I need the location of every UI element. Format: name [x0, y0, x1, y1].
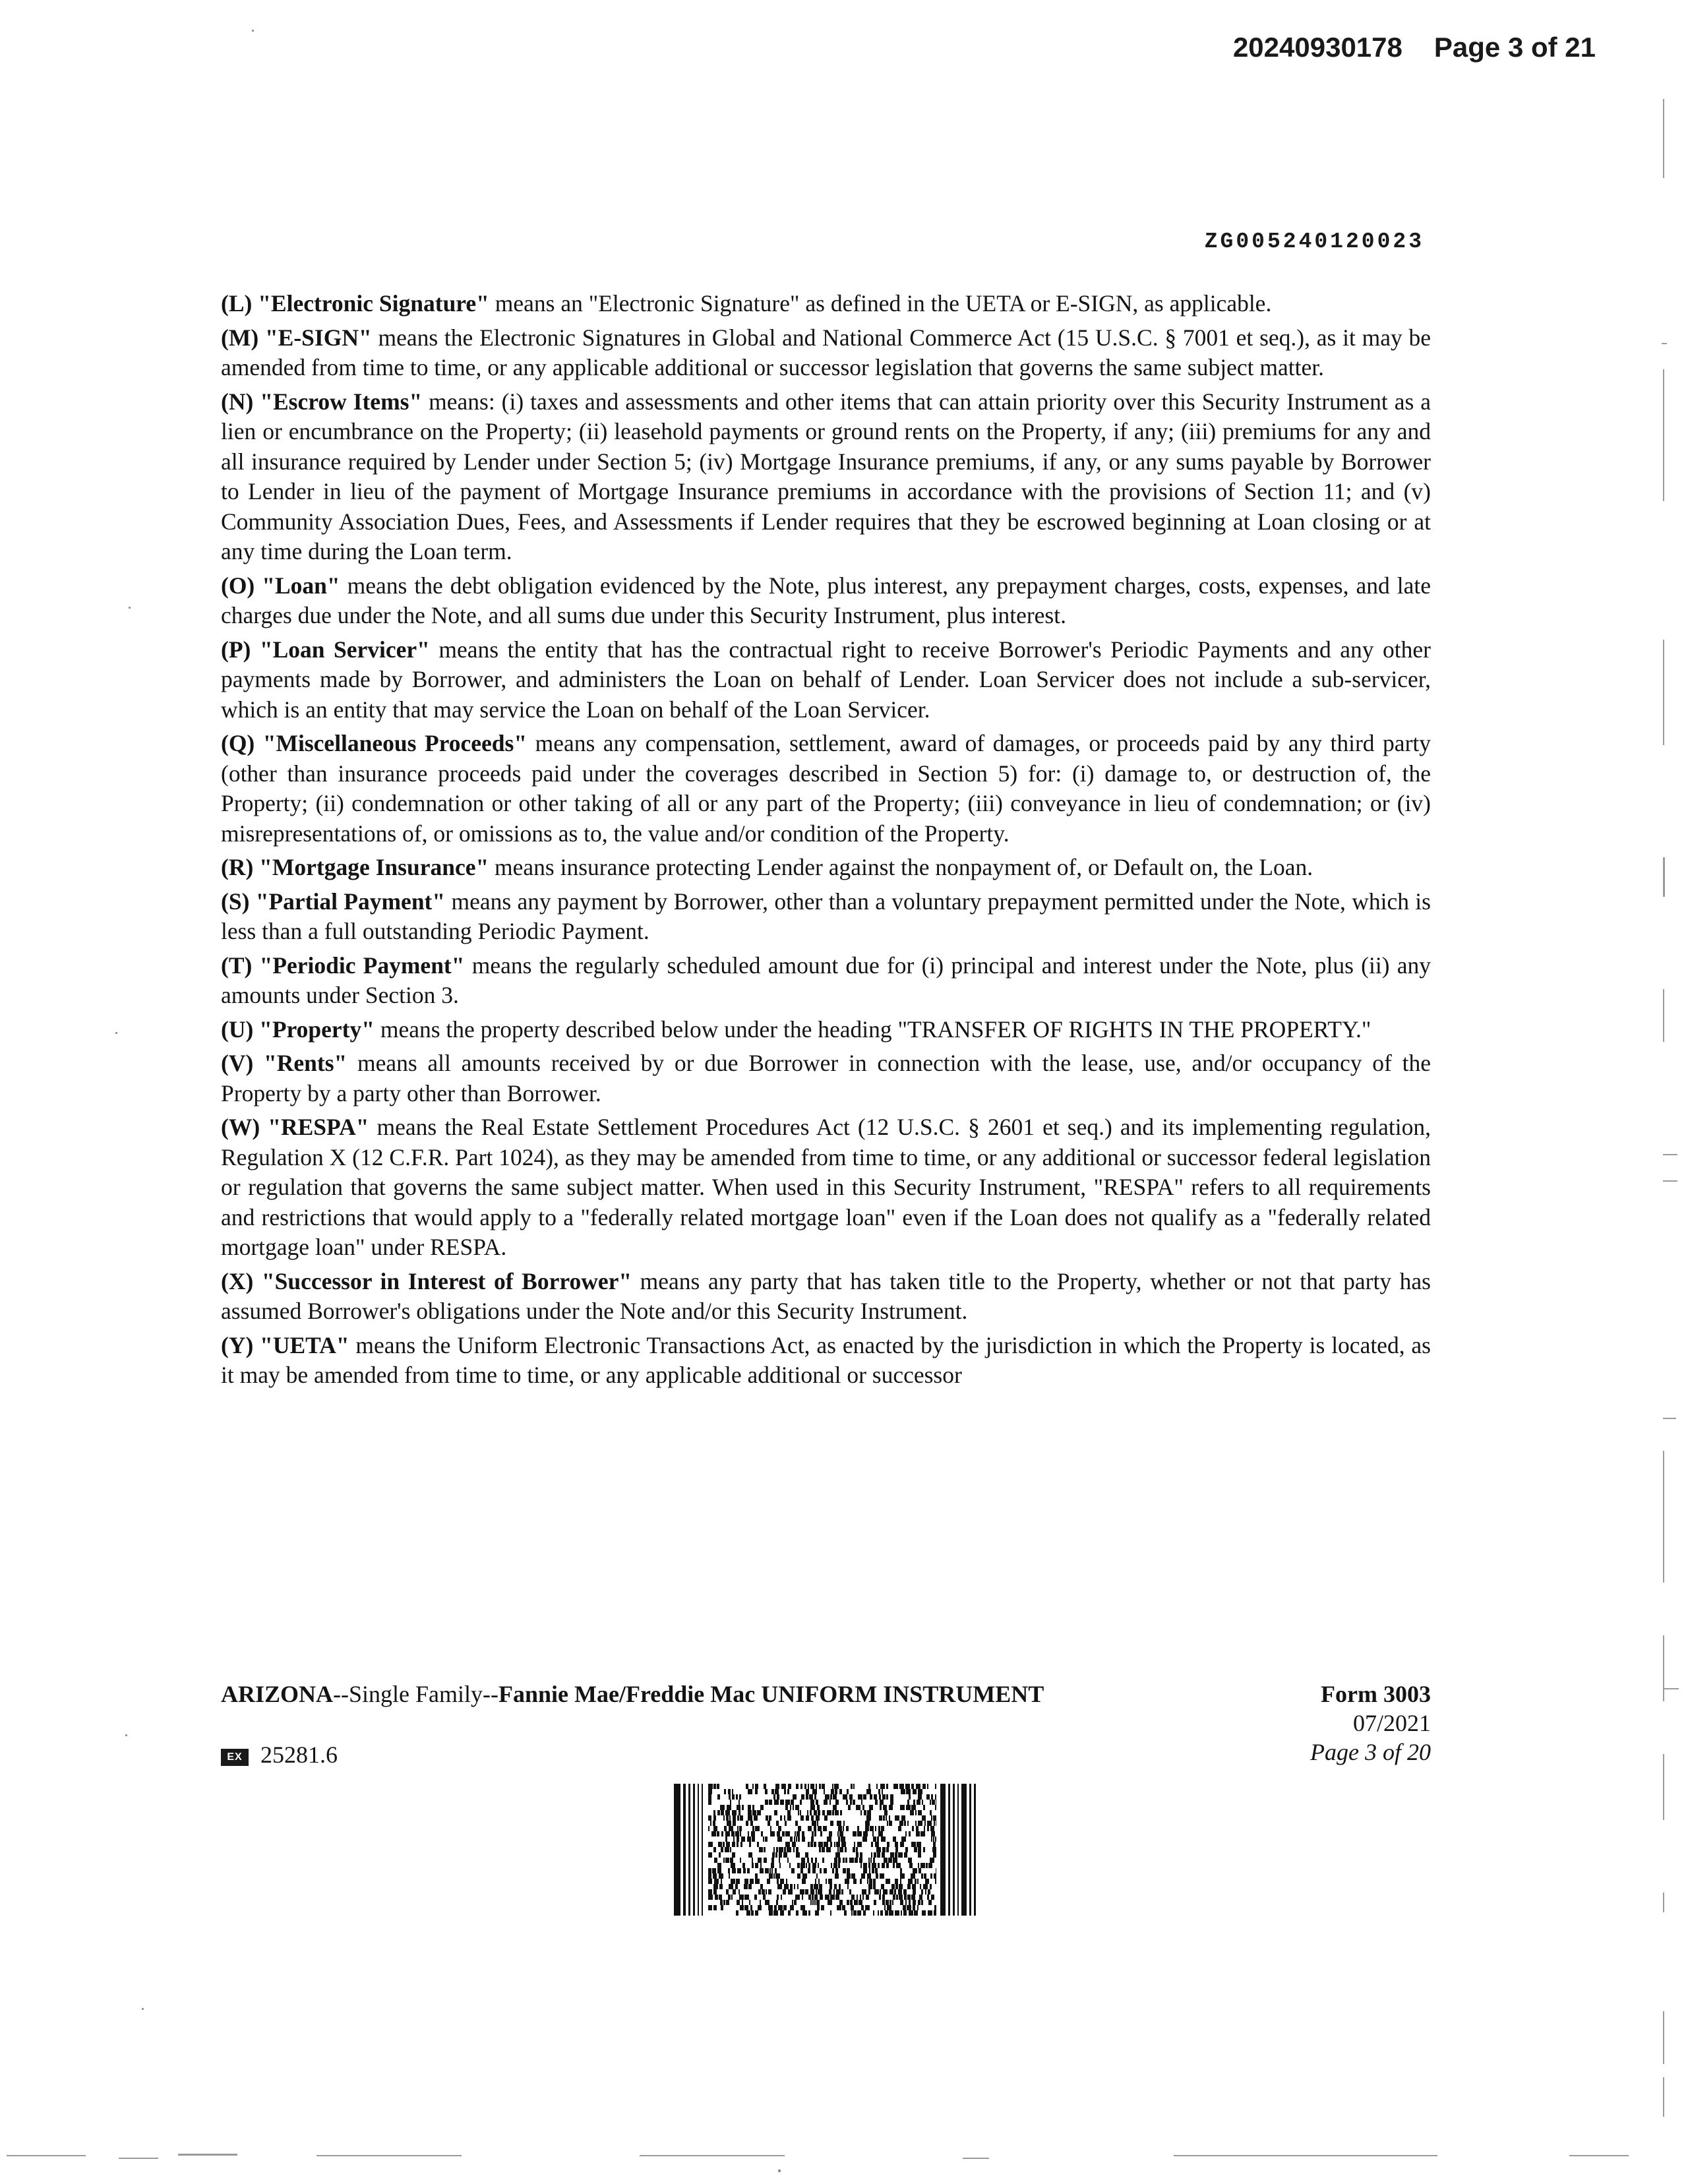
definition-term-name: "Escrow Items": [260, 388, 423, 415]
definition-term-name: "Property": [259, 1016, 375, 1043]
definition-item: [221, 571, 1431, 631]
definition-term-name: "Mortgage Insurance": [259, 854, 489, 880]
definition-term-name: "Successor in Interest of Borrower": [261, 1267, 632, 1294]
definition-term-name: "Loan Servicer": [259, 636, 430, 663]
recording-number: 20240930178: [1232, 32, 1402, 63]
definition-item: [221, 1331, 1431, 1391]
definition-term-name: "Miscellaneous Proceeds": [262, 730, 528, 756]
definitions-list: [221, 289, 1431, 1395]
definition-text: means any compensation, settlement, award of damages, or proceeds paid by any third party (other than insurance proceeds paid under the coverages described in Section 5) for: (i) damage to, or destruction of, the Property; (ii) condemnation or other taking of all or any part of the Property; (iii) conveyance in lieu of condemnation; or (iv) misrepresentations of, or omissions as to, the value and/or condition of the Property.: [221, 730, 1432, 847]
definition-term: (S): [221, 888, 250, 915]
form-title: [221, 1680, 1044, 1709]
definition-item: [221, 1112, 1431, 1263]
page-counter: Page 3 of 21: [1433, 32, 1596, 63]
definition-text: means: (i) taxes and assessments and other items that can attain priority over this Security Instrument as a lien or encumbrance on the Property; (ii) leasehold payments or ground rents on the Property, if any; (iii) premiums for any and all insurance required by Lender under Section 5; (iv) Mortgage Insurance premiums, if any, or any sums payable by Borrower to Lender in lieu of the payment of Mortgage Insurance premiums in accordance with the provisions of Section 11; and (v) Community Association Dues, Fees, and Assessments if Lender requires that they be escrowed beginning at Loan closing or at any time during the Loan term.: [221, 388, 1432, 564]
definition-text: means the regularly scheduled amount due for (i) principal and interest under the Note, plus (ii) any amounts under Section 3.: [221, 952, 1431, 1008]
definition-term-name: "Electronic Signature": [258, 290, 489, 317]
form-info: [1310, 1680, 1431, 1767]
definition-text: means any payment by Borrower, other than a voluntary prepayment permitted under the Note, which is less than a full outstanding Periodic Payment.: [221, 888, 1431, 944]
definition-item: [221, 951, 1431, 1011]
definition-term: (R): [221, 854, 254, 880]
definition-term: (Y): [221, 1331, 254, 1358]
definition-term: (L): [221, 290, 253, 317]
pdf417-barcode-icon: [674, 1784, 977, 1916]
form-page: Page 3 of 20: [1310, 1739, 1431, 1765]
document-id: ZG005240120023: [1204, 229, 1424, 254]
definition-term: (U): [221, 1016, 254, 1043]
definition-text: means an "Electronic Signature" as defined in the UETA or E-SIGN, as applicable.: [489, 290, 1272, 317]
definition-term-name: "Periodic Payment": [259, 952, 465, 979]
vendor-code: 25281.6: [260, 1742, 338, 1768]
definition-item: [221, 289, 1431, 319]
definition-item: [221, 635, 1431, 725]
form-state: ARIZONA: [221, 1681, 334, 1707]
definition-item: [221, 729, 1431, 849]
definition-item: [221, 1267, 1431, 1327]
form-footer: [221, 1680, 1431, 1768]
definition-term-name: "Loan": [262, 572, 340, 599]
form-instrument-name: Fannie Mae/Freddie Mac UNIFORM INSTRUMENT: [498, 1681, 1044, 1707]
definition-item: [221, 1048, 1431, 1108]
definition-text: means the property described below under the heading "TRANSFER OF RIGHTS IN THE PROPERTY.": [374, 1016, 1372, 1043]
form-instrument-type: --Single Family--: [333, 1681, 498, 1707]
definition-term: (X): [221, 1267, 254, 1294]
definition-item: [221, 323, 1431, 383]
definition-text: means all amounts received by or due Borrower in connection with the lease, use, and/or occupancy of the Property by a party other than Borrower.: [221, 1050, 1431, 1107]
definition-text: means the Electronic Signatures in Global and National Commerce Act (15 U.S.C. § 7001 et seq.), as it may be amended from time to time, or any applicable additional or successor legislation that governs the same subject matter.: [221, 324, 1431, 380]
vendor-code-line: [221, 1740, 338, 1769]
ellie-mae-logo-icon: EX: [221, 1749, 249, 1766]
recording-header: [1233, 32, 1596, 63]
definition-text: means the debt obligation evidenced by the Note, plus interest, any prepayment charges, costs, expenses, and late charges due under the Note, and all sums due under this Security Instrument, plus interest.: [221, 572, 1431, 628]
definition-term: (O): [221, 572, 255, 599]
definition-item: [221, 1015, 1431, 1045]
definition-term: (W): [221, 1114, 260, 1140]
definition-item: [221, 887, 1431, 947]
definition-term: (T): [221, 952, 253, 979]
definition-item: [221, 387, 1431, 567]
definition-term: (Q): [221, 730, 255, 756]
definition-text: means any party that has taken title to the Property, whether or not that party has assumed Borrower's obligations under the Note and/or this Security Instrument.: [221, 1267, 1431, 1324]
definition-term-name: "RESPA": [268, 1114, 369, 1140]
definition-term: (V): [221, 1050, 254, 1076]
definition-item: [221, 853, 1431, 883]
definition-text: means the entity that has the contractual right to receive Borrower's Periodic Payments and any other payments made by Borrower, and administers the Loan on behalf of Lender. Loan Servicer does not include a sub-servicer, which is an entity that may service the Loan on behalf of the Loan Servicer.: [221, 636, 1432, 723]
form-date: 07/2021: [1352, 1710, 1431, 1736]
definition-term: (P): [221, 636, 251, 663]
definition-text: means insurance protecting Lender against the nonpayment of, or Default on, the Loan.: [489, 854, 1313, 880]
definition-term-name: "Partial Payment": [255, 888, 446, 915]
definition-term-name: "E-SIGN": [264, 324, 372, 351]
definition-term-name: "UETA": [260, 1331, 349, 1358]
definition-text: means the Real Estate Settlement Procedures Act (12 U.S.C. § 2601 et seq.) and its implementing regulation, Regulation X (12 C.F.R. Part 1024), as they may be amended from time to time, or any additional or successor federal legislation or regulation that governs the same subject matter. When used in this Security Instrument, "RESPA" refers to all requirements and restrictions that would apply to a "federally related mortgage loan" even if the Loan does not qualify as a "federally related mortgage loan" under RESPA.: [221, 1114, 1432, 1260]
definition-term: (M): [221, 324, 259, 351]
definition-text: means the Uniform Electronic Transactions Act, as enacted by the jurisdiction in which the Property is located, as it may be amended from time to time, or any applicable additional or successor: [221, 1331, 1431, 1388]
definition-term: (N): [221, 388, 254, 415]
form-number: Form 3003: [1321, 1681, 1431, 1707]
definition-term-name: "Rents": [264, 1050, 347, 1076]
